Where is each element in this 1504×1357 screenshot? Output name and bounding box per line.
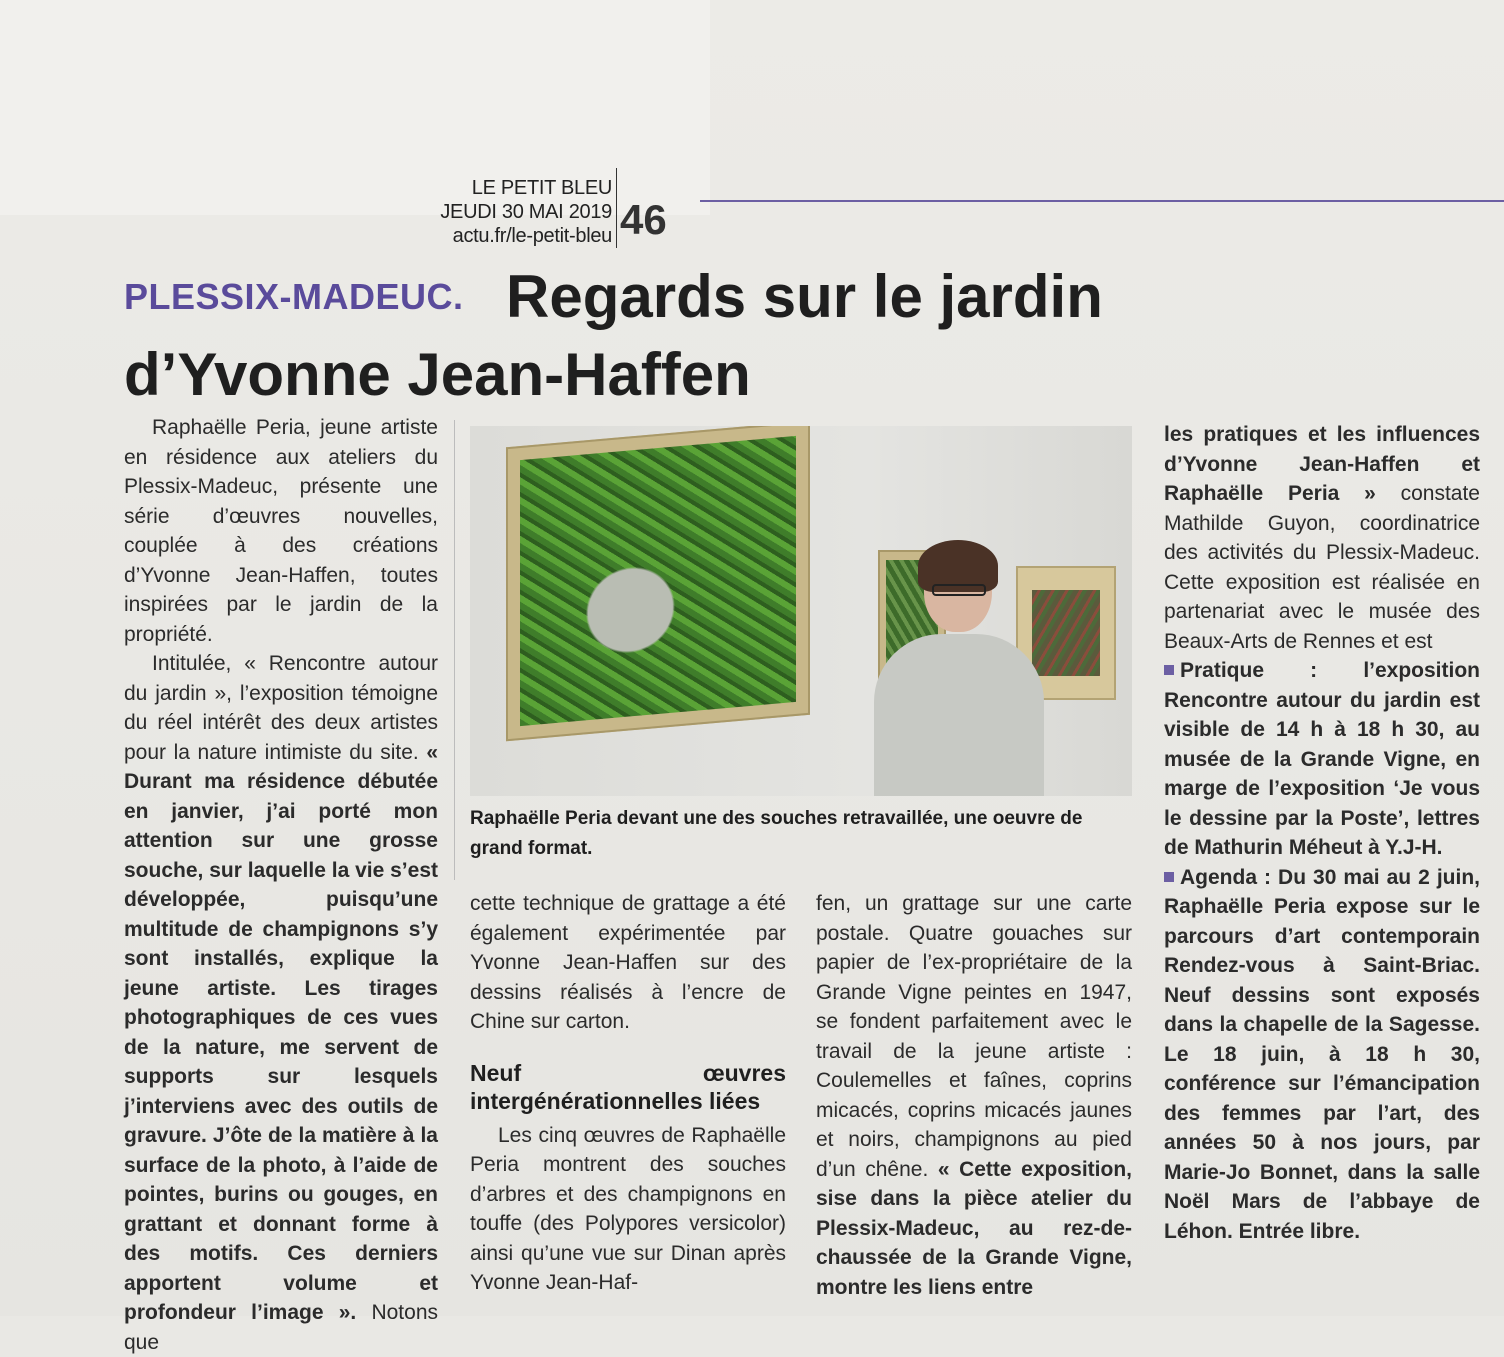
masthead-divider: [616, 168, 617, 248]
issue-date: JEUDI 30 MAI 2019: [440, 201, 612, 223]
large-framed-artwork: [506, 426, 810, 741]
paragraph: [816, 889, 1132, 1302]
paragraph: [1164, 420, 1480, 656]
kicker: PLESSIX-MADEUC.: [124, 276, 464, 317]
square-bullet-icon: [1164, 665, 1174, 675]
article-photo: [470, 426, 1132, 796]
column-2: [470, 889, 786, 1298]
agenda-text: Du 30 mai au 2 juin, Raphaëlle Peria expose sur le parcours d’art contemporain Rendez-vous à Saint-Briac. Neuf dessins sont exposés dans la chapelle de la Sagesse. Le 18 juin, à 18 h 30, conférence sur l’émancipation des femmes par l’art, des années 50 à nos jours, par Marie-Jo Bonnet, dans la salle Noël Mars de l’abbaye de Léhon. Entrée libre.: [1164, 865, 1480, 1243]
paragraph: [124, 649, 438, 1357]
column-3: [816, 889, 1132, 1302]
artist-portrait: [874, 546, 1044, 796]
paragraph-text: fen, un grattage sur une carte postale. Quatre gouaches sur papier de l’ex-propriétaire de la Grande Vigne peintes en 1947, se fondent parfaitement avec le travail de la jeune artiste : Coulemelles et faînes, coprins micacés, coprins micacés jaunes et noirs, champignons au pied d’un chêne.: [816, 892, 1132, 1181]
column-1: [124, 413, 438, 1357]
website: actu.fr/le-petit-bleu: [452, 225, 612, 247]
column-divider: [454, 420, 455, 880]
page-number: 46: [620, 196, 667, 243]
paragraph-text: constate Mathilde Guyon, coordinatrice des activités du Plessix-Madeuc. Cette exposition est réalisée en partenariat avec le musée des Beaux-Arts de Rennes et est: [1164, 482, 1480, 653]
practical-label: Pratique :: [1180, 659, 1318, 682]
stump-artwork: [520, 436, 796, 726]
headline-line-1: Regards sur le jardin: [506, 263, 1103, 330]
photo-caption: Raphaëlle Peria devant une des souches retravaillée, une oeuvre de grand format.: [470, 808, 1083, 859]
masthead: [436, 176, 612, 248]
paragraph: cette technique de grattage a été également expérimentée par Yvonne Jean-Haffen sur des dessins réalisés à l’encre de Chine sur carton.: [470, 892, 786, 1033]
practical-text: l’exposition Rencontre autour du jardin est visible de 14 h à 18 h 30, au musée de la Grande Vigne, en marge de l’exposition ‘Je vous le dessine par la Poste’, lettres de Mathurin Méheut à Y.J-H.: [1164, 659, 1480, 859]
quote-text: les pratiques et les influences d’Yvonne Jean-Haffen et Raphaëlle Peria »: [1164, 423, 1480, 505]
column-4: [1164, 420, 1480, 1246]
paragraph-text: Intitulée, « Rencontre autour du jardin », l’exposition témoigne du réel intérêt des deux artistes pour la nature intimiste du site.: [124, 652, 438, 764]
subheading: Neuf œuvres intergénérationnelles liées: [470, 1059, 786, 1114]
paragraph: Les cinq œuvres de Raphaëlle Peria montrent des souches d’arbres et des champignons en touffe (des Polypores versicolor) ainsi qu’une vue sur Dinan après Yvonne Jean-Haf-: [470, 1123, 786, 1294]
glasses-icon: [932, 584, 986, 596]
square-bullet-icon: [1164, 872, 1174, 882]
agenda-label: Agenda :: [1180, 865, 1272, 889]
agenda-info: [1164, 863, 1480, 1247]
headline-line-2: d’Yvonne Jean-Haffen: [124, 341, 751, 408]
paragraph: Raphaëlle Peria, jeune artiste en résidence aux ateliers du Plessix-Madeuc, présente une série d’œuvres nouvelles, couplée à des créations d’Yvonne Jean-Haffen, toutes inspirées par le jardin de la propriété.: [124, 416, 438, 646]
quote-text: « Cette exposition, sise dans la pièce atelier du Plessix-Madeuc, au rez-de-chaussée de la Grande Vigne, montre les liens entre: [816, 1157, 1132, 1299]
practical-info: [1164, 656, 1480, 863]
paper-name: LE PETIT BLEU: [471, 177, 612, 199]
quote-text: « Durant ma résidence débutée en janvier, j’ai porté mon attention sur une grosse souche, sur laquelle la vie s’est développée, puisqu’une multitude de champignons s’y sont installés, explique la jeune artiste. Les tirages photographiques de ces vues de la nature, me servent de supports sur lesquels j’interviens avec des outils de gravure. J’ôte de la matière à la surface de la photo, à l’aide de pointes, burins ou gouges, en grattant et donnant forme à des motifs. Ces derniers apportent volume et profondeur l’image ».: [124, 740, 438, 1324]
paragraph-text: Notons que: [124, 1301, 439, 1354]
header-rule: [700, 200, 1504, 202]
